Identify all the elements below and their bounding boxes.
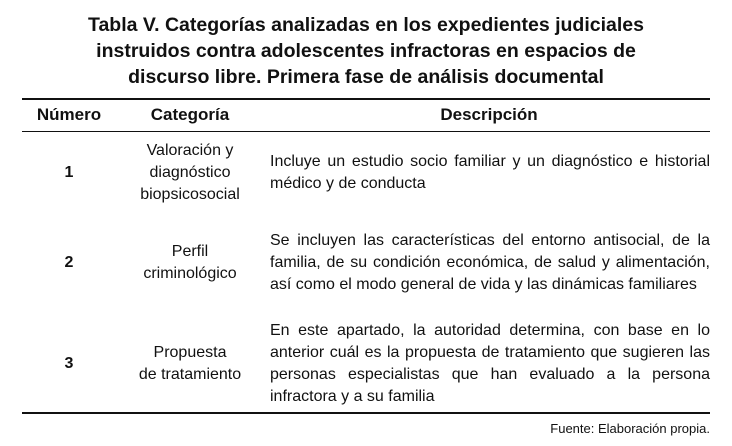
category-line: Valoración y (146, 142, 234, 159)
row-description (270, 134, 710, 212)
table-row (22, 316, 710, 412)
header-categoria: Categoría (150, 105, 230, 124)
row-number: 3 (64, 355, 74, 372)
row-description (270, 212, 710, 314)
category-line: de tratamiento (138, 366, 242, 383)
row-category (116, 134, 264, 212)
table-title (0, 12, 732, 90)
row-category (116, 212, 264, 314)
description-text: Incluye un estudio socio familiar y un diagnóstico e historial médico y de conducta (270, 153, 710, 192)
row-category (116, 316, 264, 412)
description-text: En este apartado, la autoridad determina, con base en lo anterior cuál es la propuesta de tratamiento que sugieren las personas especialistas que han evaluado a la persona infractora y a su familia (270, 322, 710, 405)
category-line: Propuesta (153, 344, 227, 361)
table-top-rule (22, 98, 710, 100)
category-line: criminológico (143, 265, 237, 282)
table-row (22, 134, 710, 212)
category-line: diagnóstico (149, 164, 231, 181)
category-line: biopsicosocial (140, 186, 240, 203)
description-text: Se incluyen las características del entorno antisocial, de la familia, de su condición económica, de salud y alimentación, así como el modo general de vida y las dinámicas familiares (270, 232, 710, 293)
category-line: Perfil (171, 243, 209, 260)
title-line-2: instruidos contra adolescentes infractoras en espacios de (96, 40, 636, 62)
table-bottom-rule (22, 412, 710, 414)
source-note: Fuente: Elaboración propia. (550, 421, 710, 436)
title-line-1: Tabla V. Categorías analizadas en los expedientes judiciales (88, 14, 644, 36)
row-number: 1 (64, 164, 74, 181)
row-number: 2 (64, 254, 74, 271)
row-description (270, 316, 710, 412)
title-line-3: discurso libre. Primera fase de análisis documental (128, 66, 604, 88)
table-row (22, 212, 710, 314)
header-rule (22, 131, 710, 132)
header-numero: Número (36, 105, 102, 124)
header-descripcion: Descripción (440, 105, 538, 124)
